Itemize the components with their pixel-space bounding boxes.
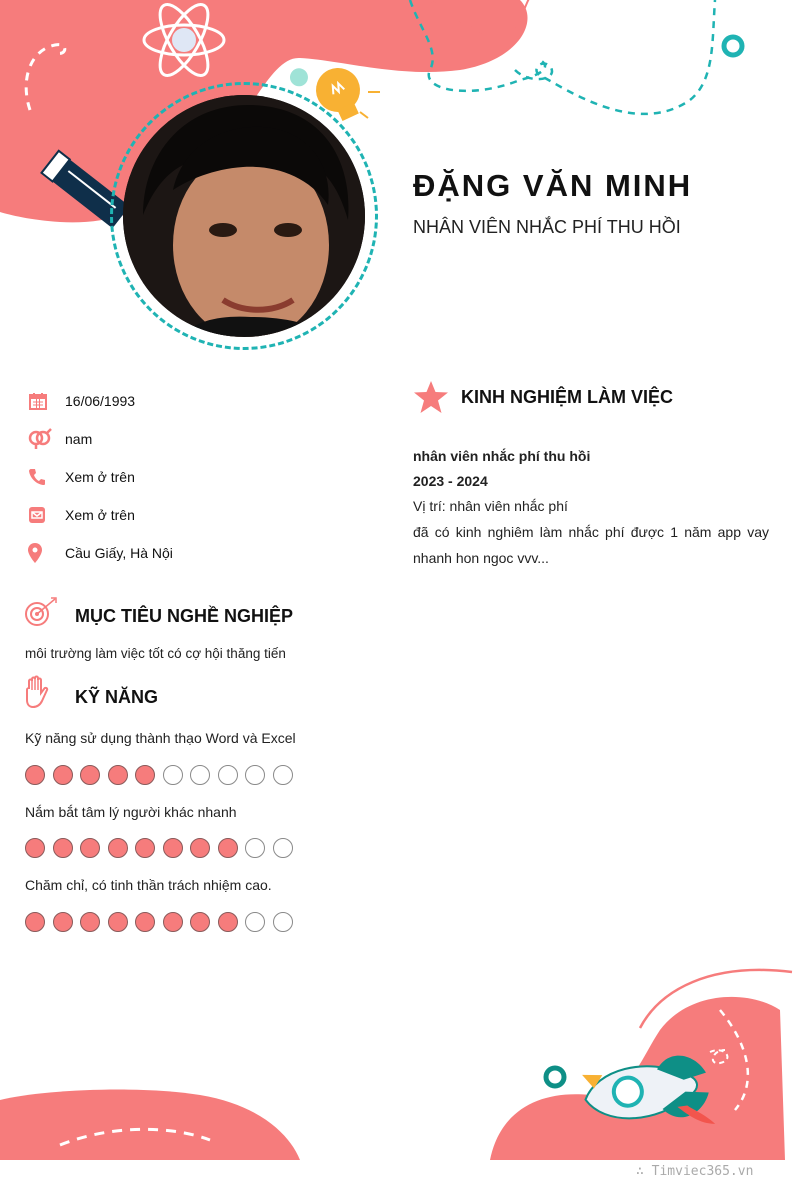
- skills-title: KỸ NĂNG: [75, 687, 159, 707]
- rating-dot-empty: [245, 838, 265, 858]
- objective-text: môi trường làm việc tốt có cợ hội thăng tiến: [25, 646, 286, 661]
- avatar: [123, 95, 365, 337]
- rating-dot-empty: [218, 765, 238, 785]
- email-row: [28, 496, 348, 534]
- rating-dot-filled: [80, 912, 100, 932]
- skill-name: Nắm bắt tâm lý người khác nhanh: [25, 804, 237, 820]
- rating-dot-filled: [135, 912, 155, 932]
- phone-value: Xem ở trên: [65, 469, 135, 485]
- skill-name: Kỹ năng sử dụng thành thạo Word và Excel: [25, 730, 296, 746]
- skill-rating: [25, 765, 293, 785]
- location-icon: [28, 543, 65, 563]
- experience-description: đã có kinh nghiêm làm nhắc phí được 1 năm app vay nhanh hon ngoc vvv...: [413, 524, 769, 566]
- rating-dot-filled: [25, 838, 45, 858]
- avatar-frame: [110, 82, 378, 350]
- gender-value: nam: [65, 431, 93, 447]
- rating-dot-filled: [108, 765, 128, 785]
- calendar-icon: [28, 391, 65, 411]
- rating-dot-filled: [218, 838, 238, 858]
- skill-name: Chăm chỉ, có tinh thần trách nhiệm cao.: [25, 877, 272, 893]
- candidate-position: NHÂN VIÊN NHẮC PHÍ THU HỒI: [413, 217, 681, 237]
- rating-dot-filled: [80, 765, 100, 785]
- rating-dot-empty: [245, 912, 265, 932]
- rating-dot-empty: [273, 765, 293, 785]
- rating-dot-filled: [53, 838, 73, 858]
- rating-dot-empty: [163, 765, 183, 785]
- address-row: [28, 534, 348, 572]
- phone-row: [28, 458, 348, 496]
- email-value: Xem ở trên: [65, 507, 135, 523]
- hand-icon: [24, 675, 50, 714]
- candidate-name: ĐẶNG VĂN MINH: [413, 168, 693, 203]
- gender-icon: [28, 428, 65, 450]
- gender-row: [28, 420, 348, 458]
- experience-title: KINH NGHIỆM LÀM VIỆC: [461, 387, 674, 407]
- experience-company: nhân viên nhắc phí thu hồi: [413, 448, 591, 464]
- rating-dot-filled: [135, 765, 155, 785]
- rating-dot-filled: [163, 838, 183, 858]
- experience-time: 2023 - 2024: [413, 473, 488, 489]
- rating-dot-empty: [190, 765, 210, 785]
- experience-role: Vị trí: nhân viên nhắc phí: [413, 498, 568, 514]
- rating-dot-filled: [80, 838, 100, 858]
- watermark: ∴ Timviec365.vn: [636, 1164, 754, 1179]
- objective-title: MỤC TIÊU NGHỀ NGHIỆP: [75, 606, 294, 626]
- bottom-left-blob: [0, 1090, 300, 1160]
- rating-dot-filled: [108, 838, 128, 858]
- email-icon: [28, 506, 65, 524]
- phone-icon: [28, 468, 65, 486]
- rating-dot-filled: [53, 912, 73, 932]
- rating-dot-filled: [25, 912, 45, 932]
- star-icon: [413, 380, 449, 419]
- rating-dot-filled: [190, 838, 210, 858]
- rating-dot-filled: [135, 838, 155, 858]
- rating-dot-filled: [25, 765, 45, 785]
- birthday-row: [28, 382, 348, 420]
- rating-dot-empty: [273, 838, 293, 858]
- birthday-value: 16/06/1993: [65, 393, 136, 409]
- rating-dot-filled: [190, 912, 210, 932]
- target-icon: [24, 597, 58, 634]
- rating-dot-empty: [245, 765, 265, 785]
- rating-dot-filled: [163, 912, 183, 932]
- skill-rating: [25, 838, 293, 858]
- contact-info: [28, 382, 348, 572]
- experience-item: [413, 444, 769, 571]
- rating-dot-filled: [218, 912, 238, 932]
- skill-rating: [25, 912, 293, 932]
- rating-dot-filled: [53, 765, 73, 785]
- rating-dot-empty: [273, 912, 293, 932]
- address-value: Cầu Giấy, Hà Nội: [65, 545, 173, 561]
- rating-dot-filled: [108, 912, 128, 932]
